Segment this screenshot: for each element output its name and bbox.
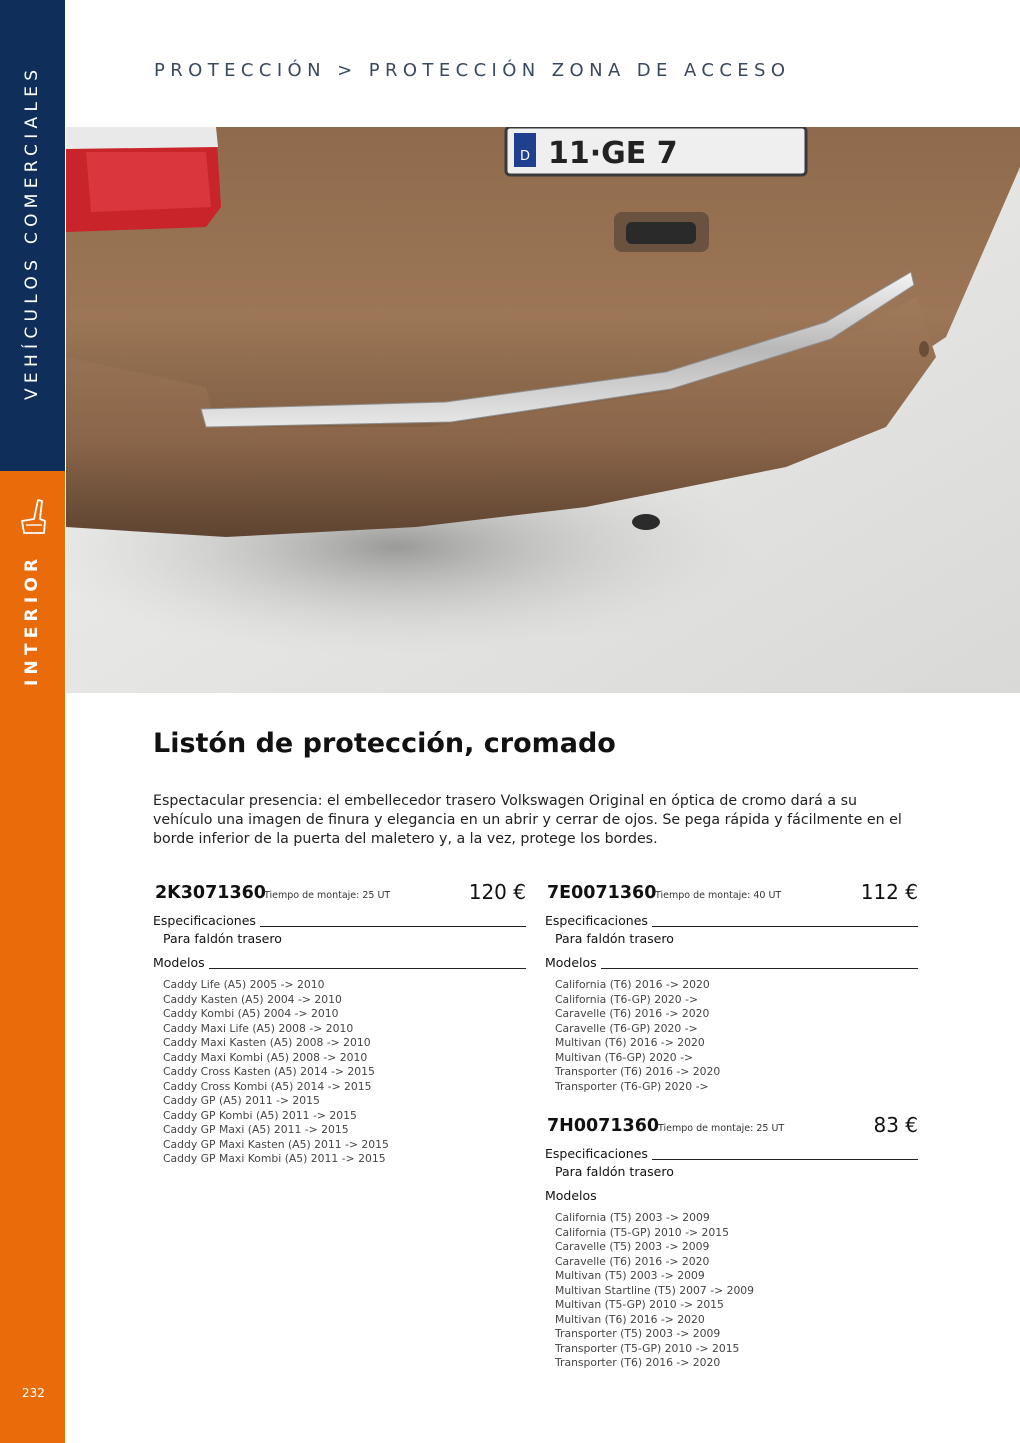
model-item: Caddy GP (A5) 2011 -> 2015	[163, 1094, 320, 1107]
models-label: Modelos	[153, 955, 209, 970]
model-item: Multivan (T6) 2016 -> 2020	[555, 1036, 705, 1049]
models-label: Modelos	[545, 1188, 601, 1203]
product-variant-2	[545, 880, 918, 1094]
sidebar-label-commercial: VEHÍCULOS COMERCIALES	[22, 64, 42, 400]
price: 112 €	[860, 880, 918, 904]
model-item: Multivan (T5-GP) 2010 -> 2015	[555, 1298, 724, 1311]
plate-country-letter: D	[520, 149, 531, 164]
part-number: 7H0071360	[547, 1116, 660, 1136]
specs-heading	[545, 912, 918, 930]
variant-header	[545, 1113, 918, 1139]
model-item: Transporter (T5) 2003 -> 2009	[555, 1327, 721, 1340]
model-item: Transporter (T5-GP) 2010 -> 2015	[555, 1341, 740, 1355]
model-item: Caddy Maxi Kasten (A5) 2008 -> 2010	[163, 1036, 371, 1049]
model-item: Caddy GP Kombi (A5) 2011 -> 2015	[163, 1108, 357, 1122]
model-item: California (T5-GP) 2010 -> 2015	[555, 1225, 729, 1239]
spec-item: Para faldón trasero	[163, 931, 282, 946]
part-number: 7E0071360	[547, 883, 657, 903]
model-item: Multivan (T6) 2016 -> 2020	[555, 1312, 705, 1326]
model-item: Caddy Cross Kombi (A5) 2014 -> 2015	[163, 1079, 372, 1093]
price: 83 €	[873, 1113, 918, 1137]
part-number: 2K3071360	[155, 883, 266, 903]
model-item: California (T5) 2003 -> 2009	[555, 1211, 710, 1224]
plate-letters: 11·GE 7	[548, 136, 678, 171]
mount-time: Tiempo de montaje: 25 UT	[658, 1123, 785, 1134]
models-heading	[545, 954, 918, 972]
car-seat-icon	[18, 497, 48, 537]
product-description: Espectacular presencia: el embellecedor trasero Volkswagen Original en óptica de cromo dará a su vehículo una imagen de finura y elegancia en un abrir y cerrar de ojos. Se pega rápida y fácilmente en el borde inferior de la puerta del maletero y, a la vez, protege los bordes.	[153, 793, 902, 847]
product-variant-1	[153, 880, 526, 1167]
model-item: Caddy GP Maxi Kasten (A5) 2011 -> 2015	[163, 1137, 389, 1151]
model-item: Multivan Startline (T5) 2007 -> 2009	[555, 1283, 755, 1297]
specs-label: Especificaciones	[545, 1146, 652, 1161]
models-heading	[545, 1187, 918, 1205]
model-item: Caddy Kombi (A5) 2004 -> 2010	[163, 1007, 339, 1020]
model-item: Caddy GP Maxi Kombi (A5) 2011 -> 2015	[163, 1152, 386, 1165]
sidebar-section-interior	[0, 471, 65, 1443]
page-number: 232	[22, 1386, 45, 1400]
product-photo	[66, 127, 1020, 693]
models-list	[545, 1211, 918, 1371]
specs-heading	[153, 912, 526, 930]
model-item: Caravelle (T6) 2016 -> 2020	[555, 1254, 710, 1268]
model-item: Transporter (T6) 2016 -> 2020	[555, 1356, 721, 1369]
model-item: Caravelle (T5) 2003 -> 2009	[555, 1240, 710, 1253]
variant-header	[153, 880, 526, 906]
model-item: California (T6-GP) 2020 ->	[555, 992, 699, 1006]
product-variant-3	[545, 1113, 918, 1371]
sidebar-section-commercial	[0, 0, 65, 471]
mount-time: Tiempo de montaje: 40 UT	[655, 890, 782, 901]
mount-time: Tiempo de montaje: 25 UT	[264, 890, 391, 901]
spec-item: Para faldón trasero	[555, 1164, 674, 1179]
model-item: Multivan (T5) 2003 -> 2009	[555, 1269, 705, 1282]
spec-item: Para faldón trasero	[555, 931, 674, 946]
models-label: Modelos	[545, 955, 601, 970]
breadcrumb: PROTECCIÓN > PROTECCIÓN ZONA DE ACCESO	[154, 60, 791, 81]
model-item: Caddy Kasten (A5) 2004 -> 2010	[163, 992, 342, 1006]
models-list	[545, 978, 918, 1094]
model-item: Caravelle (T6-GP) 2020 ->	[555, 1021, 698, 1035]
product-title: Listón de protección, cromado	[153, 728, 616, 759]
models-list	[153, 978, 526, 1167]
specs-label: Especificaciones	[545, 913, 652, 928]
variant-header	[545, 880, 918, 906]
specs-label: Especificaciones	[153, 913, 260, 928]
sidebar-label-interior: INTERIOR	[22, 553, 42, 686]
model-item: Multivan (T6-GP) 2020 ->	[555, 1050, 694, 1064]
model-item: Caddy Cross Kasten (A5) 2014 -> 2015	[163, 1065, 375, 1078]
model-item: Caravelle (T6) 2016 -> 2020	[555, 1007, 710, 1020]
models-heading	[153, 954, 526, 972]
model-item: Caddy Maxi Life (A5) 2008 -> 2010	[163, 1021, 354, 1035]
specs-heading	[545, 1145, 918, 1163]
model-item: Caddy Maxi Kombi (A5) 2008 -> 2010	[163, 1050, 368, 1064]
model-item: Caddy GP Maxi (A5) 2011 -> 2015	[163, 1123, 349, 1136]
model-item: Caddy Life (A5) 2005 -> 2010	[163, 978, 325, 991]
model-item: Transporter (T6) 2016 -> 2020	[555, 1065, 721, 1078]
model-item: Transporter (T6-GP) 2020 ->	[555, 1079, 709, 1093]
price: 120 €	[468, 880, 526, 904]
model-item: California (T6) 2016 -> 2020	[555, 978, 710, 991]
